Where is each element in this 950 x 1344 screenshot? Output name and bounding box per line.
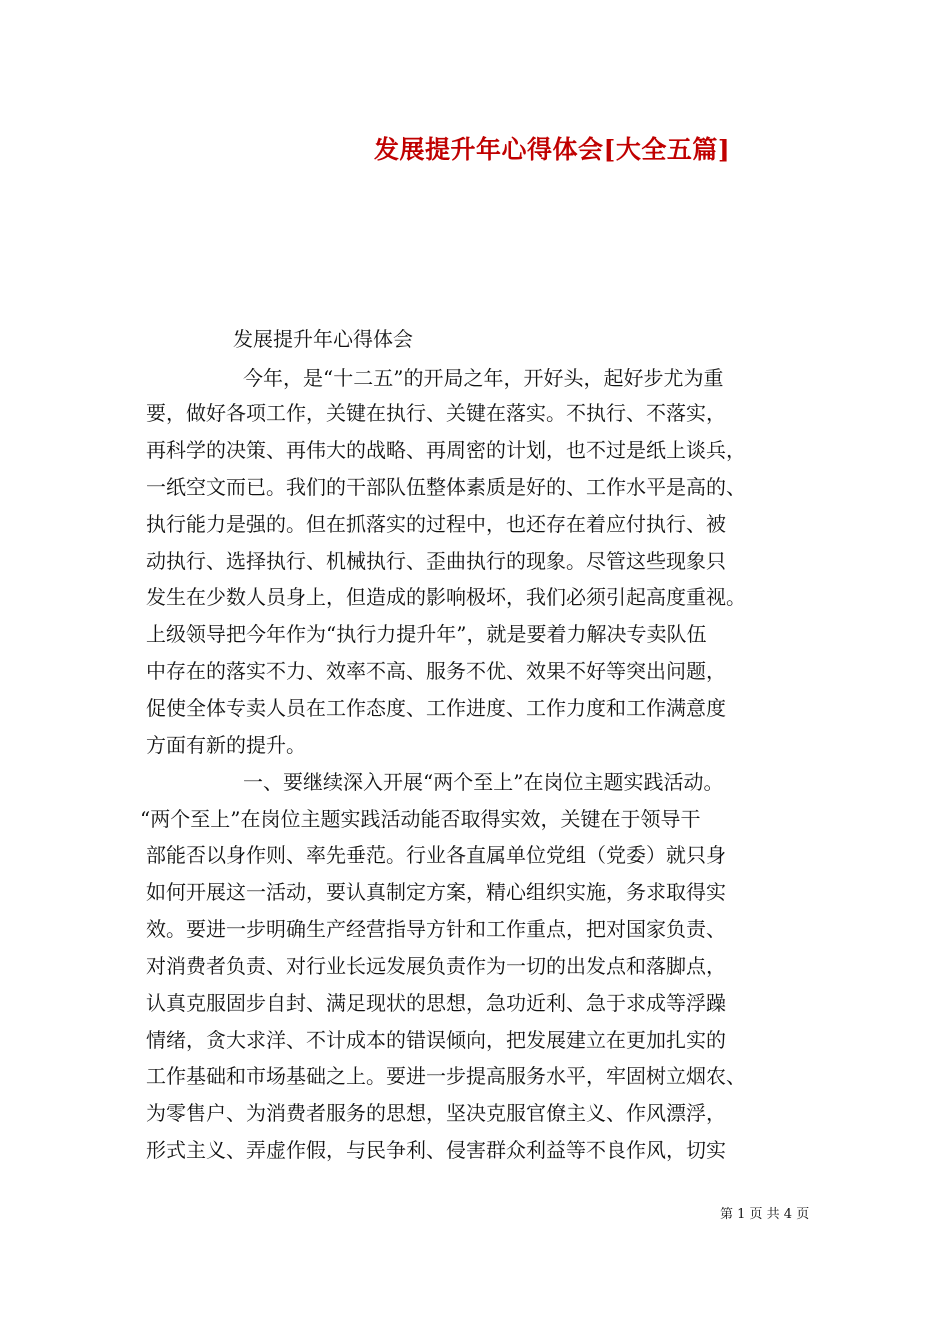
body-line: 如何开展这一活动，要认真制定方案，精心组织实施，务求取得实 (146, 880, 726, 904)
body-line: 中存在的落实不力、效率不高、服务不优、效果不好等突出问题， (146, 659, 726, 683)
body-line: 要，做好各项工作，关键在执行、关键在落实。不执行、不落实， (146, 401, 726, 425)
body-line: 方面有新的提升。 (146, 733, 306, 757)
document-title: 发展提升年心得体会[大全五篇] (374, 135, 731, 164)
page-footer: 第 1 页 共 4 页 (720, 1207, 810, 1222)
body-line: 执行能力是强的。但在抓落实的过程中，也还存在着应付执行、被 (146, 512, 726, 536)
body-line: 一纸空文而已。我们的干部队伍整体素质是好的、工作水平是高的、 (146, 475, 746, 499)
body-line: 再科学的决策、再伟大的战略、再周密的计划，也不过是纸上谈兵， (146, 438, 746, 462)
body-line: 部能否以身作则、率先垂范。行业各直属单位党组（党委）就只身 (146, 843, 726, 867)
section-subtitle: 发展提升年心得体会 (233, 327, 413, 351)
body-line: 效。要进一步明确生产经营指导方针和工作重点，把对国家负责、 (146, 917, 726, 941)
body-line: 上级领导把今年作为“执行力提升年”，就是要着力解决专卖队伍 (146, 622, 707, 646)
body-line: 为零售户、为消费者服务的思想，坚决克服官僚主义、作风漂浮， (146, 1101, 726, 1125)
body-line: “两个至上”在岗位主题实践活动能否取得实效，关键在于领导干 (140, 807, 701, 831)
body-line: 发生在少数人员身上，但造成的影响极坏，我们必须引起高度重视。 (146, 585, 746, 609)
body-line: 形式主义、弄虚作假，与民争利、侵害群众利益等不良作风，切实 (146, 1138, 726, 1162)
body-line: 促使全体专卖人员在工作态度、工作进度、工作力度和工作满意度 (146, 696, 726, 720)
body-line: 认真克服固步自封、满足现状的思想，急功近利、急于求成等浮躁 (146, 991, 726, 1015)
body-line: 对消费者负责、对行业长远发展负责作为一切的出发点和落脚点， (146, 954, 726, 978)
body-line: 一、要继续深入开展“两个至上”在岗位主题实践活动。 (243, 770, 724, 794)
body-line: 情绪，贪大求洋、不计成本的错误倾向，把发展建立在更加扎实的 (146, 1028, 726, 1052)
body-line: 工作基础和市场基础之上。要进一步提高服务水平，牢固树立烟农、 (146, 1064, 746, 1088)
body-line: 今年，是“十二五”的开局之年，开好头，起好步尤为重 (243, 366, 724, 390)
body-line: 动执行、选择执行、机械执行、歪曲执行的现象。尽管这些现象只 (146, 549, 726, 573)
